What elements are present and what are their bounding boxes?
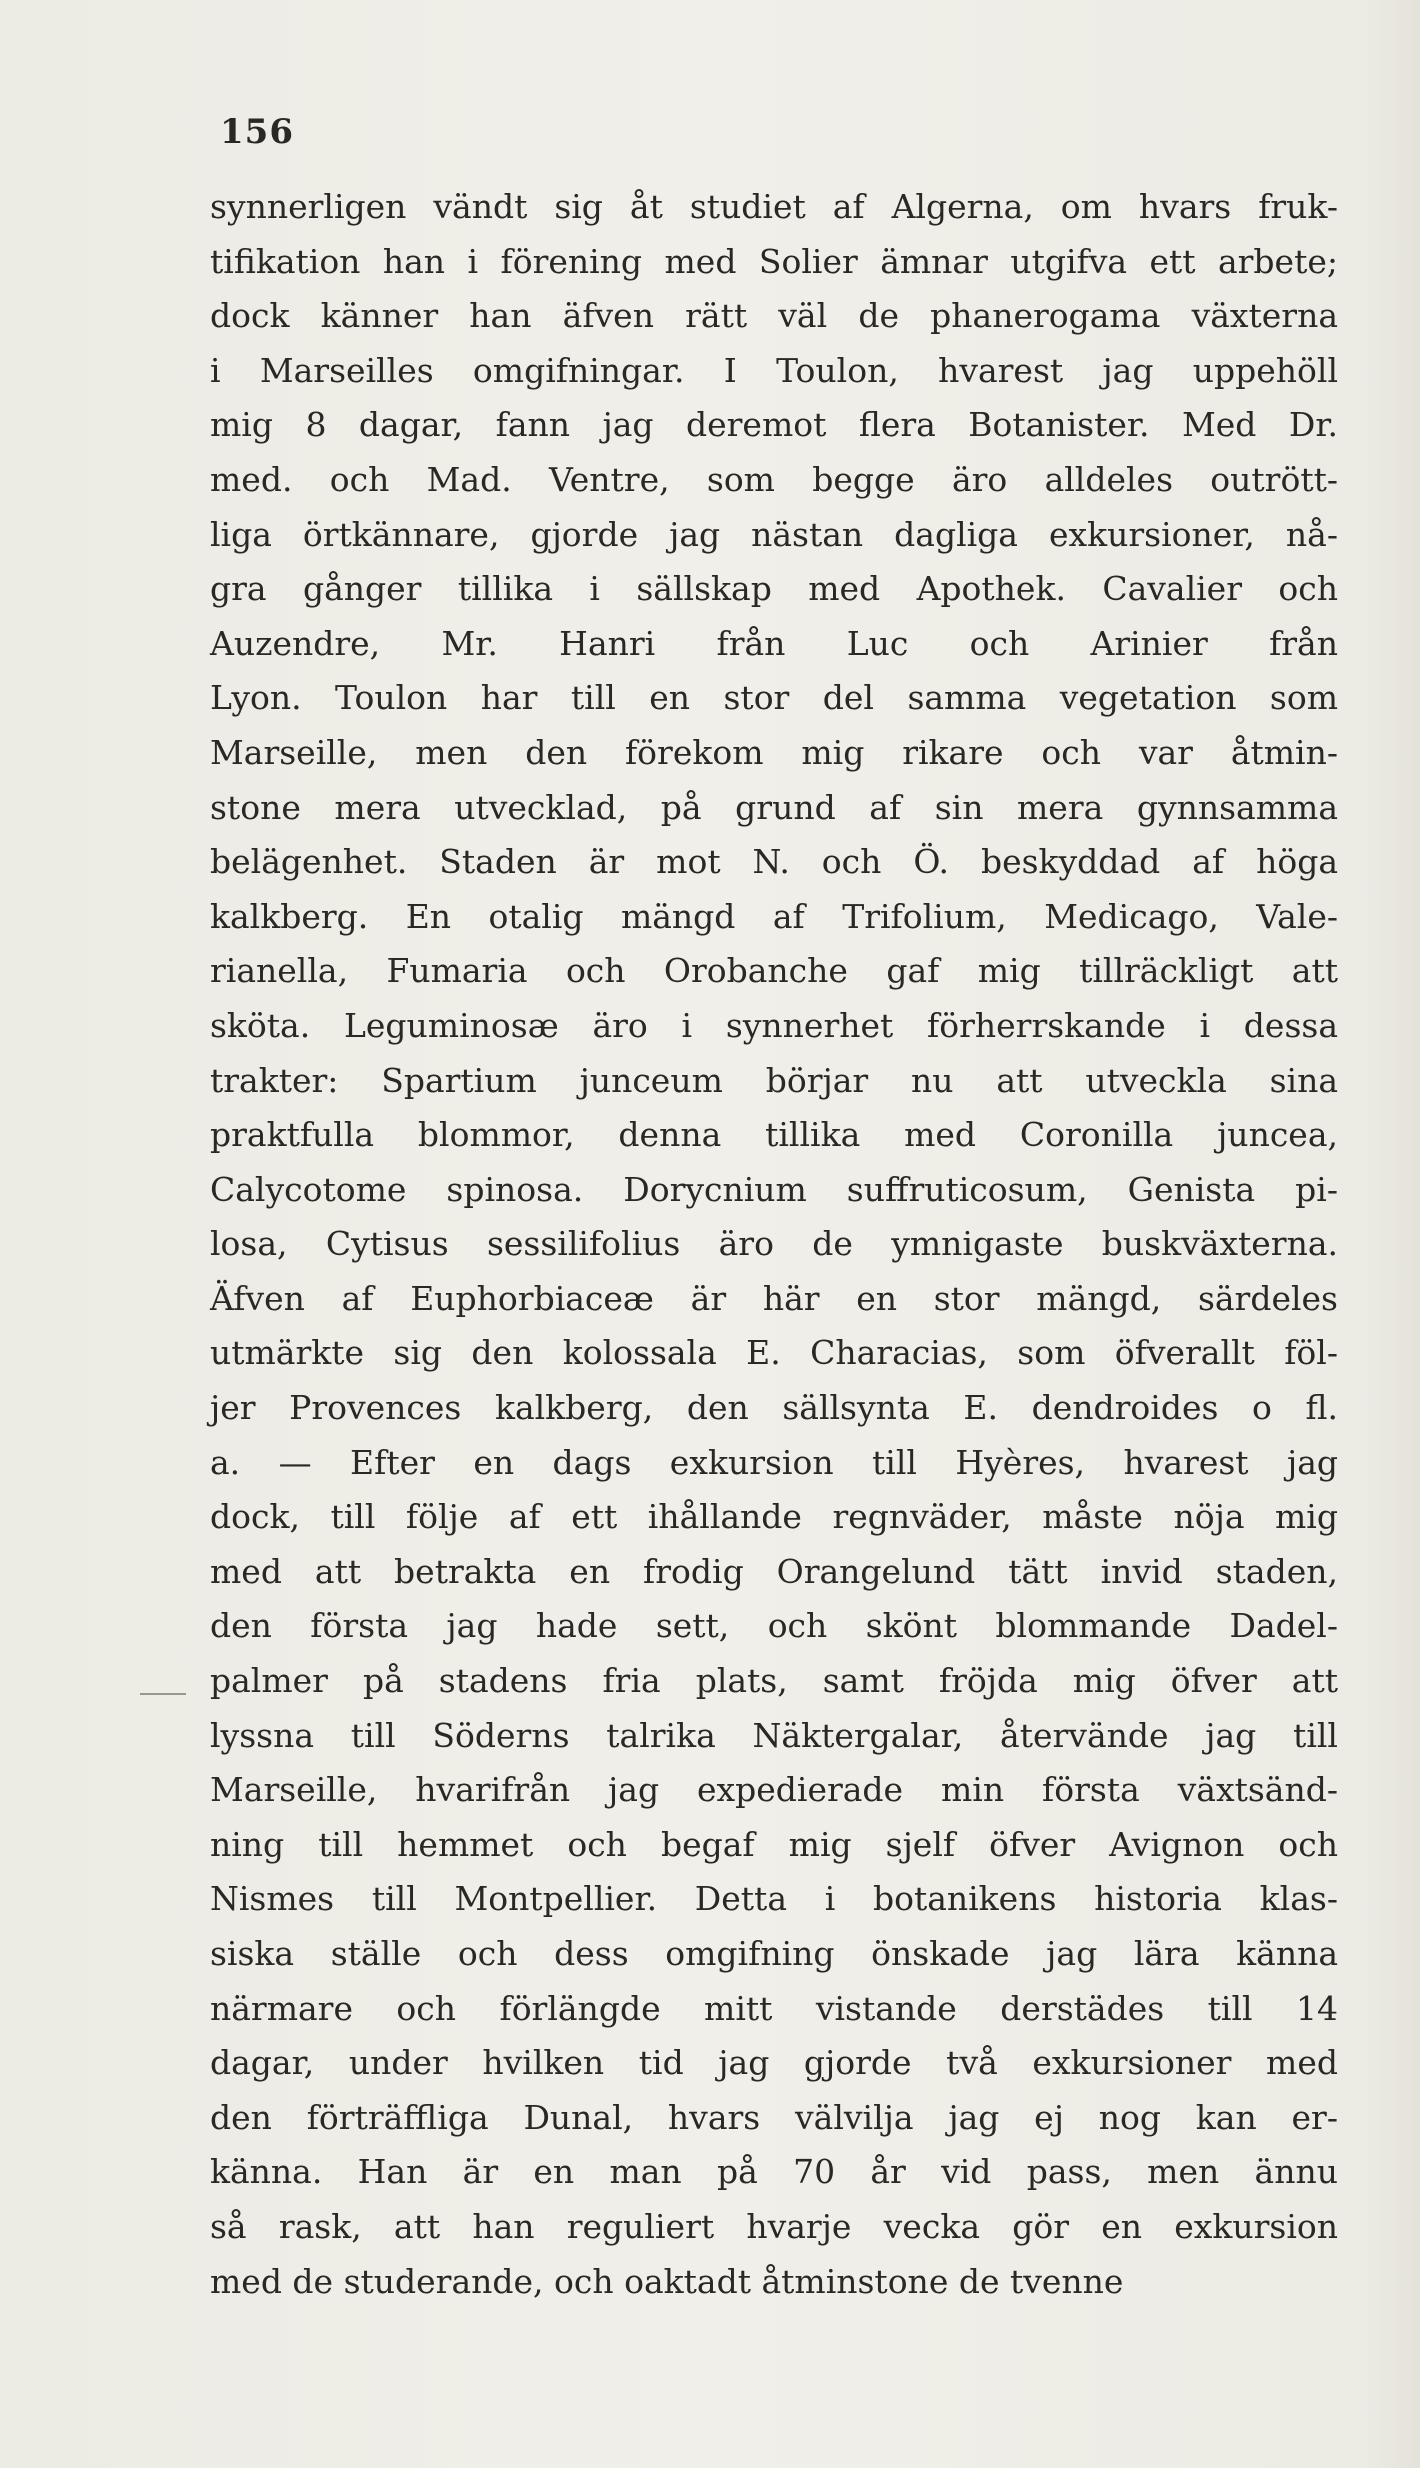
text-line: Auzendre, Mr. Hanri från Luc och Arinier från (210, 623, 1338, 663)
text-line: tifikation han i förening med Solier ämnar utgifva ett arbete; (210, 241, 1338, 281)
text-line: Nismes till Montpellier. Detta i botanikens historia klas- (210, 1879, 1338, 1919)
text-line: siska ställe och dess omgifning önskade jag lära känna (210, 1934, 1338, 1973)
text-line: sköta. Leguminosæ äro i synnerhet förherrskande i dessa (210, 1005, 1338, 1045)
text-line: dock, till följe af ett ihållande regnväder, måste nöja mig (210, 1497, 1338, 1537)
text-line: Lyon. Toulon har till en stor del samma vegetation som (210, 678, 1338, 718)
text-line: Marseille, men den förekom mig rikare och var åtmin- (210, 732, 1338, 772)
text-line: så rask, att han reguliert hvarje vecka gör en exkursion (210, 2206, 1338, 2246)
text-line: lyssna till Söderns talrika Näktergalar, återvände jag till (210, 1715, 1338, 1755)
text-line: mig 8 dagar, fann jag deremot flera Botanister. Med Dr. (210, 405, 1338, 445)
text-line: stone mera utvecklad, på grund af sin mera gynnsamma (210, 787, 1338, 827)
text-line: med. och Mad. Ventre, som begge äro alldeles outrött- (210, 459, 1338, 499)
text-line: närmare och förlängde mitt vistande derstädes till 14 (210, 1988, 1338, 2028)
text-line: rianella, Fumaria och Orobanche gaf mig tillräckligt att (210, 951, 1338, 991)
text-line: Äfven af Euphorbiaceæ är här en stor mängd, särdeles (210, 1278, 1338, 1318)
text-line: känna. Han är en man på 70 år vid pass, men ännu (210, 2152, 1338, 2192)
text-line: losa, Cytisus sessilifolius äro de ymnigaste buskväxterna. (210, 1224, 1338, 1264)
text-line: palmer på stadens fria plats, samt fröjda mig öfver att (210, 1661, 1338, 1701)
text-line: Calycotome spinosa. Dorycnium suffruticosum, Genista pi- (210, 1169, 1338, 1209)
text-line: ning till hemmet och begaf mig sjelf öfver Avignon och (210, 1824, 1338, 1864)
margin-mark (140, 1693, 186, 1695)
text-line: kalkberg. En otalig mängd af Trifolium, Medicago, Vale- (210, 896, 1338, 936)
text-line: synnerligen vändt sig åt studiet af Algerna, om hvars fruk- (210, 187, 1338, 226)
text-line: med att betrakta en frodig Orangelund tätt invid staden, (210, 1551, 1338, 1591)
text-line: liga örtkännare, gjorde jag nästan dagliga exkursioner, nå- (210, 514, 1338, 554)
text-line: a. — Efter en dags exkursion till Hyères, hvarest jag (210, 1442, 1338, 1482)
text-line: belägenhet. Staden är mot N. och Ö. beskyddad af höga (210, 842, 1338, 882)
text-line: i Marseilles omgifningar. I Toulon, hvarest jag uppehöll (210, 350, 1338, 390)
text-line: dock känner han äfven rätt väl de phanerogama växterna (210, 296, 1338, 336)
text-line: trakter: Spartium junceum börjar nu att utveckla sina (210, 1060, 1338, 1100)
text-line: den förträffliga Dunal, hvars välvilja jag ej nog kan er- (210, 2097, 1338, 2137)
text-line: utmärkte sig den kolossala E. Characias, som öfverallt föl- (210, 1333, 1338, 1373)
text-line: med de studerande, och oaktadt åtminstone de tvenne (210, 2261, 1124, 2301)
text-line: praktfulla blommor, denna tillika med Coronilla juncea, (210, 1115, 1338, 1155)
text-line: jer Provences kalkberg, den sällsynta E. dendroides o fl. (210, 1388, 1338, 1428)
text-line: den första jag hade sett, och skönt blommande Dadel- (210, 1606, 1338, 1646)
page-number: 156 (220, 112, 294, 152)
text-line: Marseille, hvarifrån jag expedierade min första växtsänd- (210, 1770, 1338, 1810)
text-line: dagar, under hvilken tid jag gjorde två exkursioner med (210, 2043, 1338, 2083)
body-text (210, 180, 1338, 2309)
text-line: gra gånger tillika i sällskap med Apothek. Cavalier och (210, 569, 1338, 609)
